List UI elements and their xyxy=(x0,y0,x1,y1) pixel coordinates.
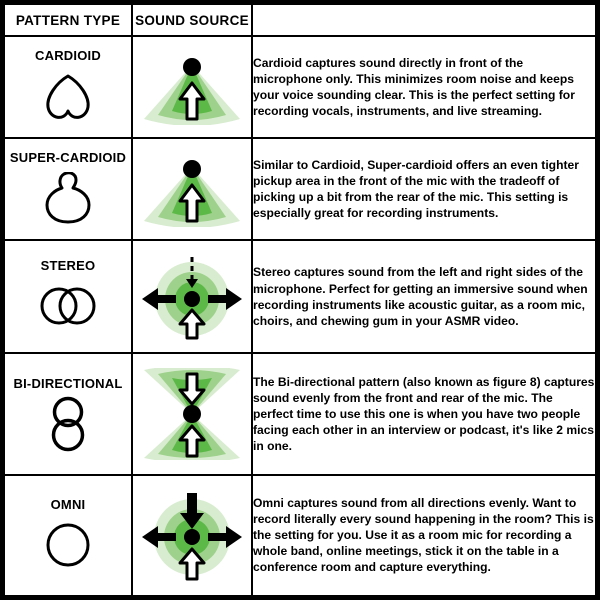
description-cell xyxy=(252,240,596,354)
omni-polar-shape xyxy=(5,516,131,574)
description-cell xyxy=(252,36,596,138)
table-row xyxy=(4,353,596,474)
description-text: Stereo captures sound from the left and right sides of the microphone. Perfect for getting an immersive sound when recording instruments like acoustic guitar, as a room mic, choirs, and chewing gum in your ASMR video. xyxy=(253,265,588,328)
cardioid-pickup-diagram xyxy=(133,49,251,125)
table-row xyxy=(4,138,596,240)
table-row xyxy=(4,36,596,138)
bidirectional-pickup-diagram xyxy=(133,368,251,460)
header-pattern-type: PATTERN TYPE xyxy=(4,4,132,36)
pattern-label: CARDIOID xyxy=(35,48,101,64)
pattern-table xyxy=(3,3,597,597)
sound-source-cell xyxy=(132,353,252,474)
sound-source-cell xyxy=(132,36,252,138)
stereo-pickup-diagram xyxy=(133,254,251,340)
pattern-label: BI-DIRECTIONAL xyxy=(13,375,123,391)
header-sound-source: SOUND SOURCE xyxy=(132,4,252,36)
description-text: Similar to Cardioid, Super-cardioid offers an even tighter pickup area in the front of the mic with the tradeoff of picking up a bit from the rear of the mic. This setting is especially great for recording instruments. xyxy=(253,157,579,220)
description-text: Cardioid captures sound directly in front of the microphone only. This minimizes room noise and keeps your voice sounding clear. This is the perfect setting for recording vocals, instruments, and live streaming. xyxy=(253,55,575,119)
pattern-name-cell xyxy=(4,475,132,596)
table-row xyxy=(4,475,596,596)
cardioid-polar-shape xyxy=(5,67,131,125)
description-cell xyxy=(252,138,596,240)
omni-pickup-diagram xyxy=(133,489,251,581)
description-cell xyxy=(252,475,596,596)
pattern-name-cell xyxy=(4,36,132,138)
description-text: Omni captures sound from all directions evenly. Want to record literally every sound happening in the room? This is the setting for you. Use it as a room mic for recording a whole band, online meetings, stick it on the table in a conference room and capture everything. xyxy=(253,496,594,575)
pattern-name-cell xyxy=(4,353,132,474)
description-cell xyxy=(252,353,596,474)
table-row xyxy=(4,240,596,354)
pattern-name-cell xyxy=(4,138,132,240)
sound-source-cell xyxy=(132,240,252,354)
pattern-name-cell xyxy=(4,240,132,354)
supercardioid-polar-shape xyxy=(5,169,131,227)
table-header xyxy=(4,4,596,36)
table-body xyxy=(4,36,596,596)
sound-source-cell xyxy=(132,475,252,596)
pattern-label: STEREO xyxy=(40,258,96,274)
bidirectional-polar-shape xyxy=(5,395,131,453)
pattern-label: OMNI xyxy=(50,496,86,512)
pattern-label: SUPER-CARDIOID xyxy=(9,150,127,166)
supercardioid-pickup-diagram xyxy=(133,151,251,227)
description-text: The Bi-directional pattern (also known as figure 8) captures sound evenly from the front and rear of the mic. The perfect time to use this one is when you have two people facing each other in an interview or podcast, it's like 2 mics in one. xyxy=(253,374,595,454)
header-description-blank xyxy=(252,4,596,36)
header-row xyxy=(4,4,596,36)
stereo-polar-shape xyxy=(5,277,131,335)
sound-source-cell xyxy=(132,138,252,240)
